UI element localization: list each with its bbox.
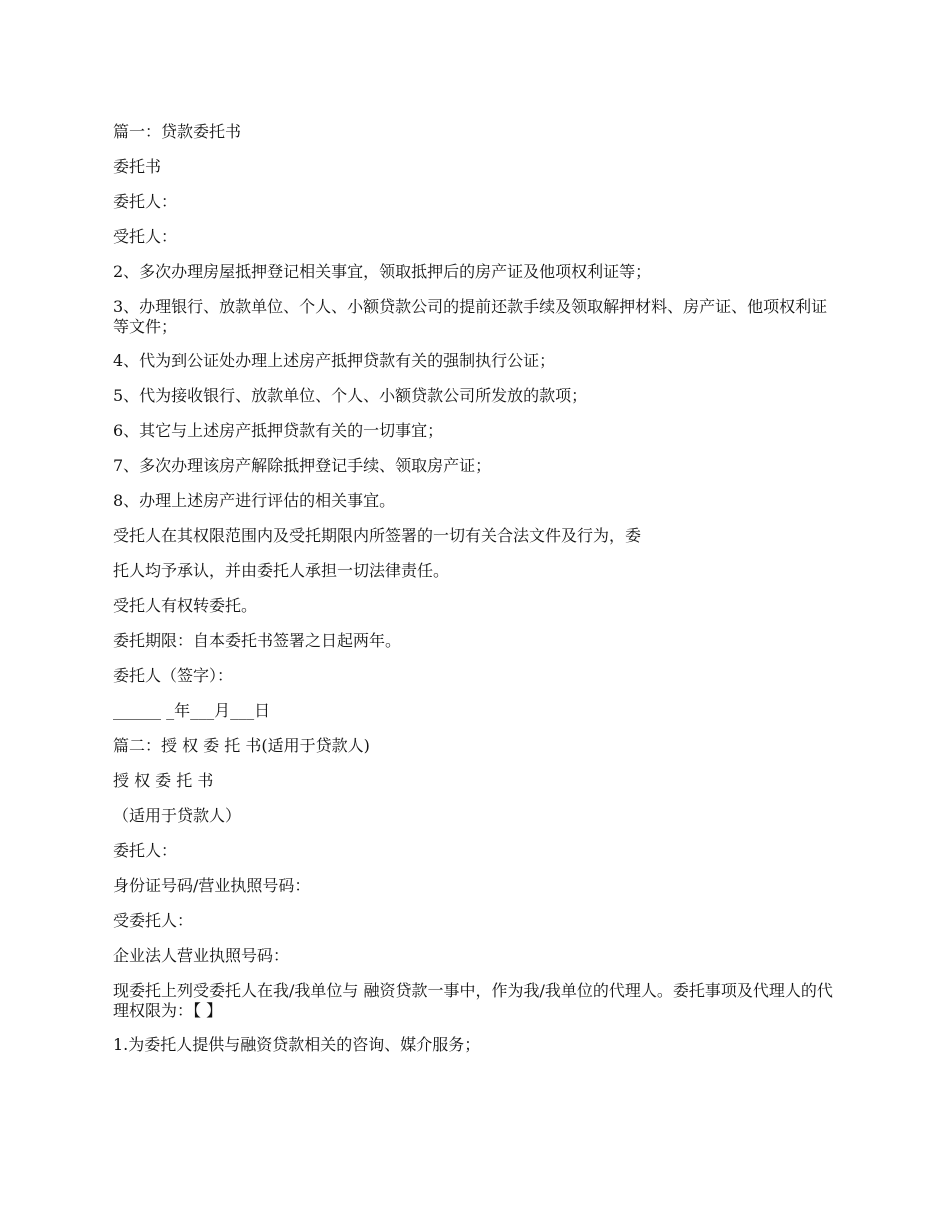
- document-body: [113, 122, 833, 1070]
- section-2-subheading: （适用于贷款人）: [113, 806, 242, 825]
- item-3: 3、办理银行、放款单位、个人、小额贷款公司的提前还款手续及领取解押材料、房产证、他项权利证等文件；: [113, 297, 828, 336]
- id-number-field: 身份证号码/营业执照号码：: [113, 876, 311, 895]
- agent-field: 受托人：: [113, 227, 178, 246]
- sub-delegation-clause: 受托人有权转委托。: [113, 596, 258, 615]
- delegation-statement: 现委托上列受委托人在我/我单位与 融资贷款一事中，作为我/我单位的代理人。委托事项及代理人的代理权限为：【 】: [113, 981, 833, 1020]
- item-6: 6、其它与上述房产抵押贷款有关的一切事宜；: [113, 421, 444, 440]
- section-2-agent-field: 受委托人：: [113, 911, 194, 930]
- item-7: 7、多次办理该房产解除抵押登记手续、领取房产证；: [113, 456, 492, 475]
- authority-statement-line-2: 托人均予承认，并由委托人承担一切法律责任。: [113, 561, 450, 580]
- principal-field: 委托人：: [113, 192, 178, 211]
- section-2-title: 篇二：授 权 委 托 书(适用于贷款人): [113, 736, 370, 755]
- item-4: 4、代为到公证处办理上述房产抵押贷款有关的强制执行公证；: [113, 351, 556, 370]
- signature-field: 委托人（签字）：: [113, 666, 234, 685]
- authority-statement-line-1: 受托人在其权限范围内及受托期限内所签署的一切有关合法文件及行为，委: [113, 526, 642, 545]
- item-2: 2、多次办理房屋抵押登记相关事宜，领取抵押后的房产证及他项权利证等；: [113, 262, 652, 281]
- business-license-field: 企业法人营业执照号码：: [113, 946, 290, 965]
- section-2-heading: 授 权 委 托 书: [113, 771, 214, 790]
- date-field: ______ _年___月___日: [113, 701, 271, 720]
- item-8: 8、办理上述房产进行评估的相关事宜。: [113, 491, 396, 510]
- section-1-title: 篇一：贷款委托书: [113, 122, 242, 141]
- section-2-item-1: 1.为委托人提供与融资贷款相关的咨询、媒介服务；: [113, 1035, 481, 1054]
- doc-heading: 委托书: [113, 157, 162, 176]
- section-2-principal-field: 委托人：: [113, 841, 178, 860]
- term-clause: 委托期限：自本委托书签署之日起两年。: [113, 631, 402, 650]
- item-5: 5、代为接收银行、放款单位、个人、小额贷款公司所发放的款项；: [113, 386, 588, 405]
